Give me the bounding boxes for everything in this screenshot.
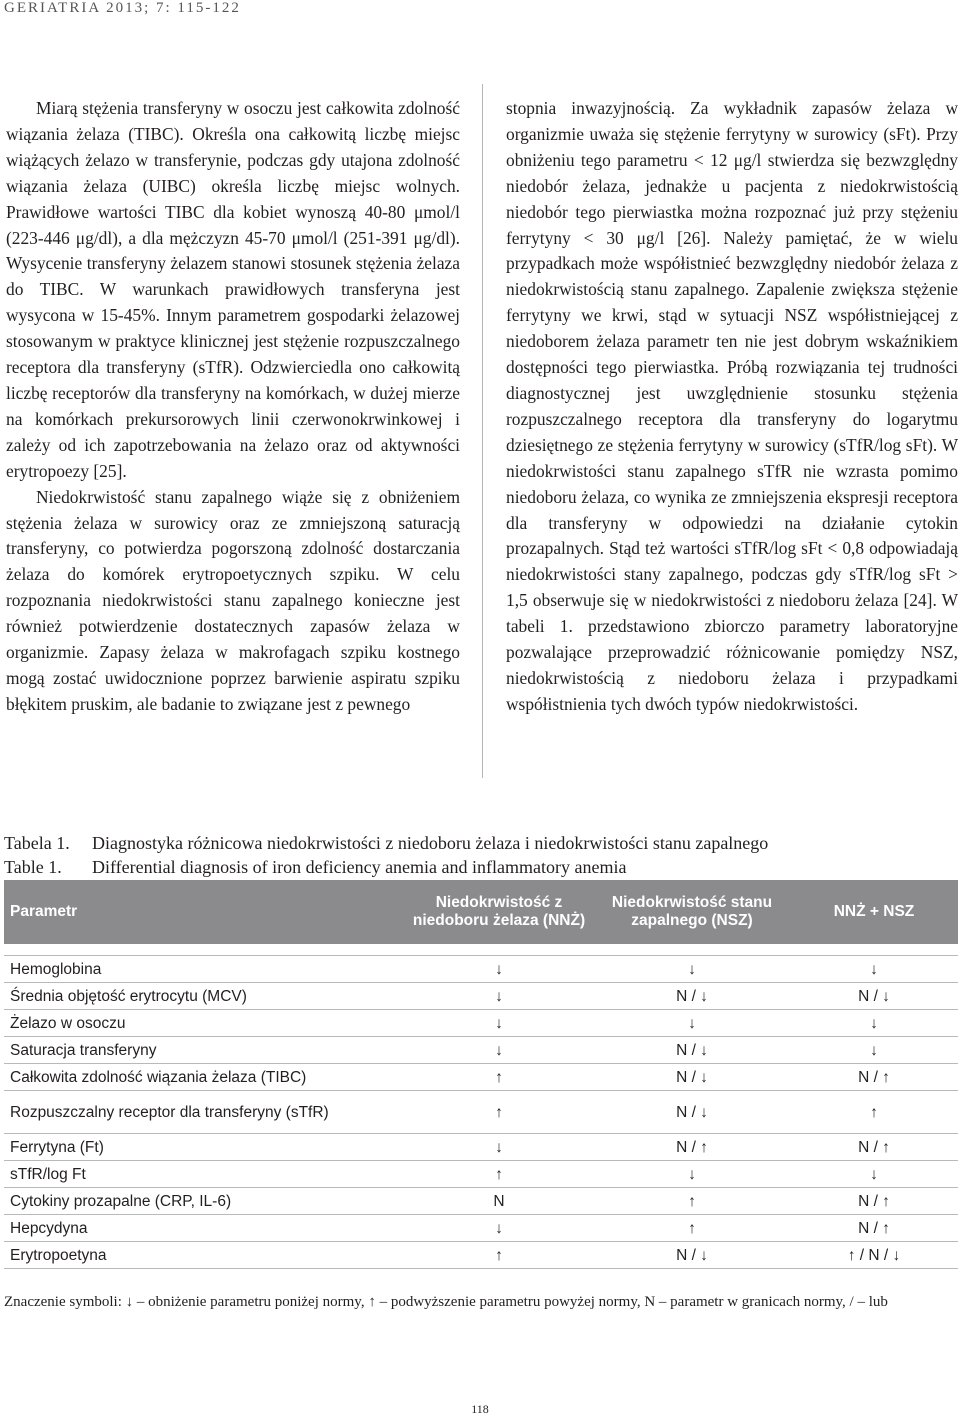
caption-text-pl: Diagnostyka różnicowa niedokrwistości z niedoboru żelaza i niedokrwistości stanu zapalnego: [92, 833, 769, 853]
cell-nnz: ↑: [404, 1242, 594, 1269]
cell-both: ↑: [790, 1091, 958, 1134]
table-header-row: [4, 880, 958, 944]
cell-nsz: ↓: [594, 1161, 790, 1188]
cell-both: ↑ / N / ↓: [790, 1242, 958, 1269]
cell-nnz: ↓: [404, 983, 594, 1010]
row-param: Hemoglobina: [4, 956, 404, 983]
row-param: sTfR/log Ft: [4, 1161, 404, 1188]
table-spacer-row: [4, 944, 958, 956]
page-number: 118: [471, 1402, 489, 1416]
table-row: [4, 1215, 958, 1242]
cell-both: N / ↑: [790, 1134, 958, 1161]
table-row: [4, 1091, 958, 1134]
row-param: Hepcydyna: [4, 1215, 404, 1242]
cell-nsz: N / ↓: [594, 983, 790, 1010]
symbol-legend: Znaczenie symboli: ↓ – obniżenie parametru poniżej normy, ↑ – podwyższenie parametru powyżej normy, N – parametr w granicach normy, / – lub: [4, 1294, 888, 1310]
cell-nsz: N / ↓: [594, 1064, 790, 1091]
cell-nsz: N / ↓: [594, 1242, 790, 1269]
running-header: GERIATRIA 2013; 7: 115-122: [4, 0, 241, 16]
table-caption-english: [4, 856, 626, 878]
cell-both: ↓: [790, 1037, 958, 1064]
table-row: [4, 1064, 958, 1091]
table-row: [4, 1188, 958, 1215]
cell-both: N / ↑: [790, 1064, 958, 1091]
cell-nnz: N: [404, 1188, 594, 1215]
right-text-column: [506, 96, 958, 718]
cell-nnz: ↑: [404, 1064, 594, 1091]
row-param: Erytropoetyna: [4, 1242, 404, 1269]
row-param: Cytokiny prozapalne (CRP, IL-6): [4, 1188, 404, 1215]
cell-nsz: ↓: [594, 956, 790, 983]
diagnosis-table: [4, 880, 958, 1269]
table-caption-polish: [4, 832, 768, 854]
cell-both: ↓: [790, 956, 958, 983]
table-row: [4, 1161, 958, 1188]
caption-label-en: Table 1.: [4, 857, 62, 877]
cell-nsz: ↓: [594, 1010, 790, 1037]
header-nnz-nsz: NNŻ + NSZ: [790, 880, 958, 944]
row-param: Całkowita zdolność wiązania żelaza (TIBC): [4, 1064, 404, 1091]
cell-both: ↓: [790, 1161, 958, 1188]
cell-nnz: ↑: [404, 1161, 594, 1188]
left-text-column: [6, 96, 460, 718]
column-divider: [482, 84, 483, 778]
cell-nnz: ↓: [404, 1010, 594, 1037]
caption-label-pl: Tabela 1.: [4, 833, 70, 853]
cell-nsz: ↑: [594, 1188, 790, 1215]
header-nnz: Niedokrwistość z niedoboru żelaza (NNŻ): [404, 880, 594, 944]
table-row: [4, 956, 958, 983]
left-paragraph-1: Miarą stężenia transferyny w osoczu jest całkowita zdolność wiązania żelaza (TIBC). Określa ona całkowitą liczbę miejsc wiążących żelazo w transferynie, podczas gdy utajona zdolność wiązania żelaza (UIBC) określa liczbę miejsc wolnych. Prawidłowe wartości TIBC dla kobiet wynoszą 40-80 μmol/l (223-446 μg/dl), a dla mężczyzn 45-70 μmol/l (251-391 μg/dl). Wysycenie transferyny żelazem stanowi stosunek stężenia żelaza do TIBC. W warunkach prawidłowych transferyna jest wysycona w 15-45%. Innym parametrem gospodarki żelazowej stosowanym w praktyce klinicznej jest stężenie rozpuszczalnego receptora dla transferyny (sTfR). Odzwierciedla ono całkowitą liczbę receptorów dla transferyny na komórkach, w dużej mierze na komórkach prekursorowych linii czerwonokrwinkowej i zależy od ich zapotrzebowania na żelazo oraz od aktywności erytropoezy [25].: [6, 98, 460, 481]
cell-both: ↓: [790, 1010, 958, 1037]
header-parametr: Parametr: [4, 880, 404, 944]
cell-both: N / ↑: [790, 1188, 958, 1215]
table-row: [4, 1010, 958, 1037]
cell-nsz: N / ↓: [594, 1091, 790, 1134]
cell-nnz: ↓: [404, 1215, 594, 1242]
table-row: [4, 1037, 958, 1064]
row-param: Rozpuszczalny receptor dla transferyny (sTfR): [4, 1091, 404, 1134]
row-param: Średnia objętość erytrocytu (MCV): [4, 983, 404, 1010]
cell-nsz: N / ↓: [594, 1037, 790, 1064]
header-nsz: Niedokrwistość stanu zapalnego (NSZ): [594, 880, 790, 944]
cell-nnz: ↓: [404, 1037, 594, 1064]
row-param: Saturacja transferyny: [4, 1037, 404, 1064]
row-param: Ferrytyna (Ft): [4, 1134, 404, 1161]
left-paragraph-2: Niedokrwistość stanu zapalnego wiąże się z obniżeniem stężenia żelaza w surowicy oraz ze zmniejszoną saturacją transferyny, co potwierdza pogorszoną zdolność dostarczania żelaza do komórek erytropoetycznych szpiku. W celu rozpoznania niedokrwistości stanu zapalnego konieczne jest również potwierdzenie dostatecznych zapasów żelaza w organizmie. Zapasy żelaza w makrofagach szpiku kostnego mogą zostać uwidocznione poprzez barwienie aspiratu szpiku błękitem pruskim, ale badanie to związane jest z pewnego: [6, 486, 460, 714]
table-row: [4, 1134, 958, 1161]
cell-both: N / ↓: [790, 983, 958, 1010]
table-row: [4, 983, 958, 1010]
cell-nsz: ↑: [594, 1215, 790, 1242]
cell-nnz: ↓: [404, 956, 594, 983]
row-param: Żelazo w osoczu: [4, 1010, 404, 1037]
cell-both: N / ↑: [790, 1215, 958, 1242]
cell-nsz: N / ↑: [594, 1134, 790, 1161]
table-row: [4, 1242, 958, 1269]
cell-nnz: ↓: [404, 1134, 594, 1161]
cell-nnz: ↑: [404, 1091, 594, 1134]
right-paragraph-1: stopnia inwazyjnością. Za wykładnik zapasów żelaza w organizmie uważa się stężenie ferrytyny w surowicy (sFt). Przy obniżeniu tego parametru < 12 μg/l stwierdza się bezwzględny niedobór żelaza, jednakże u pacjenta z niedokrwistością niedobór tego pierwiastka można rozpoznać już przy stężeniu ferrytyny < 30 μg/l [26]. Należy pamiętać, że w wielu przypadkach może współistnieć bezwzględny niedobór żelaza z niedokrwistością stanu zapalnego. Zapalenie zwiększa stężenie ferrytyny we krwi, stąd w sytuacji NSZ współistniejącej z niedoborem żelaza parametr ten nie jest dobrym wskaźnikiem dostępności tego pierwiastka. Próbą rozwiązania tej trudności diagnostycznej jest uwzględnienie stosunku stężenia rozpuszczalnego receptora dla transferyny do logarytmu dziesiętnego ze stężenia ferrytyny w surowicy (sTfR/log sFt). W niedokrwistości stanu zapalnego sTfR nie wzrasta pomimo niedoboru żelaza, co wynika ze zmniejszenia ekspresji receptora dla transferyny w odpowiedzi na działanie cytokin prozapalnych. Stąd też wartości sTfR/log sFt < 0,8 odpowiadają niedokrwistości stany zapalnego, podczas gdy sTfR/log sFt > 1,5 obserwuje się w niedokrwistości z niedoboru żelaza [24]. W tabeli 1. przedstawiono zbiorczo parametry laboratoryjne pozwalające przeprowadzić różnicowanie pomiędzy NSZ, niedokrwistością z niedoboru żelaza i przypadkami współistnienia tych dwóch typów niedokrwistości.: [506, 98, 958, 714]
caption-text-en: Differential diagnosis of iron deficiency anemia and inflammatory anemia: [92, 857, 627, 877]
